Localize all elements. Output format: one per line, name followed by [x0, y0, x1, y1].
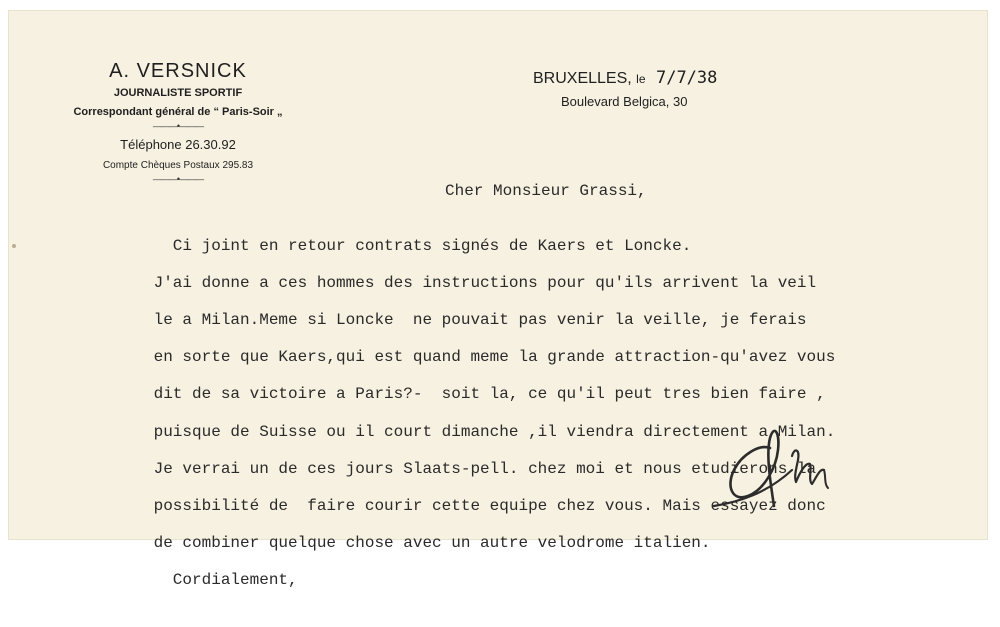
body-line: Ci joint en retour contrats signés de Kaers et Loncke. — [144, 236, 692, 255]
letter-date: 7/7/38 — [655, 68, 718, 88]
phone-number: Téléphone 26.30.92 — [120, 137, 236, 152]
divider-ornament: ———•——— — [152, 121, 204, 131]
body-line: puisque de Suisse ou il court dimanche ,il viendra directement a Milan. — [144, 422, 836, 441]
body-line: en sorte que Kaers,qui est quand meme la grande attraction-qu'avez vous — [144, 348, 836, 367]
street-address: Boulevard Belgica, 30 — [561, 94, 688, 109]
correspondent-line: Correspondant général de “ Paris-Soir „ — [73, 106, 283, 118]
letter-body — [144, 218, 984, 627]
sender-name: A. VERSNICK — [109, 60, 247, 82]
date-prefix: le — [636, 72, 646, 86]
sender-role: JOURNALISTE SPORTIF — [113, 87, 243, 99]
salutation: Cher Monsieur Grassi, — [445, 182, 647, 200]
place-date-block — [533, 68, 717, 109]
body-line: J'ai donne a ces hommes des instructions pour qu'ils arrivent la veil — [144, 273, 817, 292]
body-line: le a Milan.Meme si Loncke ne pouvait pas venir la veille, je ferais — [144, 310, 807, 329]
body-line: dit de sa victoire a Paris?- soit la, ce qu'il peut tres bien faire , — [144, 385, 826, 404]
punch-hole-mark — [12, 244, 16, 248]
handwritten-signature — [708, 410, 858, 520]
letterhead — [48, 60, 308, 186]
divider-ornament-bottom: ———•——— — [152, 174, 204, 184]
letter-sheet — [8, 10, 988, 590]
body-line: de combiner quelque chose avec un autre velodrome italien. — [144, 534, 711, 553]
body-line: Je verrai un de ces jours Slaats-pell. chez moi et nous etudierons la — [144, 459, 817, 478]
postal-account: Compte Chèques Postaux 295.83 — [102, 160, 254, 171]
body-line: possibilité de faire courir cette equipe chez vous. Mais essayez donc — [144, 496, 826, 515]
closing-line: Cordialement, — [144, 571, 298, 590]
place-line — [533, 68, 717, 88]
city: BRUXELLES, — [533, 70, 632, 87]
